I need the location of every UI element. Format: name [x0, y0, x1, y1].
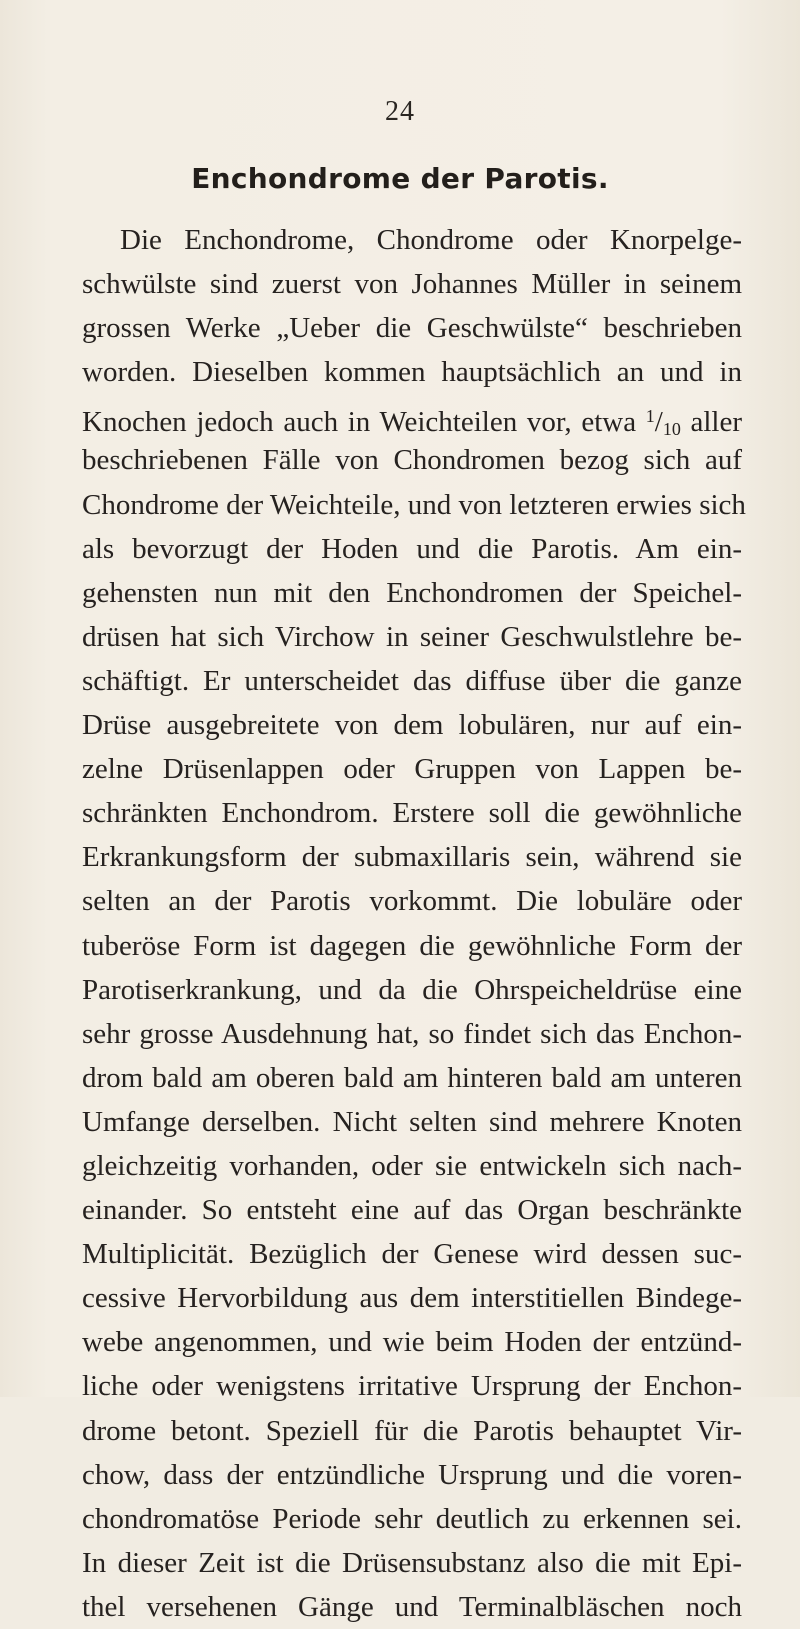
text-line: schränkten Enchondrom. Erstere soll die gewöhnliche	[82, 797, 742, 830]
text-line: liche oder wenigstens irritative Ursprung der Enchon-	[82, 1370, 742, 1403]
text-segment: Knochen jedoch auch in Weichteilen vor, etwa	[82, 406, 637, 439]
text-line: zelne Drüsenlappen oder Gruppen von Lappen be-	[82, 753, 742, 786]
text-line: Umfange derselben. Nicht selten sind mehrere Knoten	[82, 1105, 742, 1138]
text-line: gehensten nun mit den Enchondromen der Speichel-	[82, 576, 742, 609]
text-line: cessive Hervorbildung aus dem interstitiellen Bindege-	[82, 1282, 742, 1315]
text-line: worden. Dieselben kommen hauptsächlich an und in	[82, 356, 742, 389]
text-line: einander. So entsteht eine auf das Organ beschränkte	[82, 1194, 742, 1227]
text-line: drom bald am oberen bald am hinteren bald am unteren	[82, 1061, 742, 1094]
text-line: webe angenommen, und wie beim Hoden der entzünd-	[82, 1326, 742, 1359]
text-line: In dieser Zeit ist die Drüsensubstanz also die mit Epi-	[82, 1546, 742, 1579]
text-line: gleichzeitig vorhanden, oder sie entwickeln sich nach-	[82, 1149, 742, 1182]
text-line: grossen Werke „Ueber die Geschwülste“ beschrieben	[82, 312, 742, 345]
text-line: als bevorzugt der Hoden und die Parotis. Am ein-	[82, 532, 742, 565]
fraction-one-tenth	[646, 406, 681, 438]
text-line: Multiplicität. Bezüglich der Genese wird dessen suc-	[82, 1238, 742, 1271]
text-line-with-fraction	[82, 394, 742, 438]
chapter-heading: Enchondrome der Parotis.	[191, 162, 609, 195]
text-line: thel versehenen Gänge und Terminalbläschen noch	[82, 1590, 742, 1623]
text-line: Drüse ausgebreitete von dem lobulären, nur auf ein-	[82, 709, 742, 742]
text-segment: aller	[690, 406, 743, 439]
text-line: Erkrankungsform der submaxillaris sein, während sie	[82, 841, 742, 874]
text-line: Die Enchondrome, Chondrome oder Knorpelge-	[120, 224, 742, 256]
text-line: tuberöse Form ist dagegen die gewöhnliche Form der	[82, 929, 742, 962]
text-line: Chondrome der Weichteile, und von letzteren erwies sich	[82, 488, 746, 521]
fraction-numerator: 1	[645, 406, 655, 427]
text-line: Parotiserkrankung, und da die Ohrspeicheldrüse eine	[82, 973, 742, 1006]
text-line: beschriebenen Fälle von Chondromen bezog sich auf	[82, 444, 742, 477]
text-line: drüsen hat sich Virchow in seiner Geschwulstlehre be-	[82, 620, 742, 653]
fraction-slash: /	[654, 406, 663, 439]
text-line: drome betont. Speziell für die Parotis behauptet Vir-	[82, 1414, 742, 1447]
page-number: 24	[385, 96, 415, 127]
text-line: schäftigt. Er unterscheidet das diffuse über die ganze	[82, 664, 742, 697]
text-line: sehr grosse Ausdehnung hat, so findet sich das Enchon-	[82, 1017, 742, 1050]
text-line: chondromatöse Periode sehr deutlich zu erkennen sei.	[82, 1502, 742, 1535]
fraction-denominator: 10	[662, 419, 681, 440]
body-paragraph	[82, 218, 746, 1629]
text-line: selten an der Parotis vorkommt. Die lobuläre oder	[82, 885, 742, 918]
text-line: chow, dass der entzündliche Ursprung und die voren-	[82, 1458, 742, 1491]
text-line: schwülste sind zuerst von Johannes Müller in seinem	[82, 268, 742, 301]
